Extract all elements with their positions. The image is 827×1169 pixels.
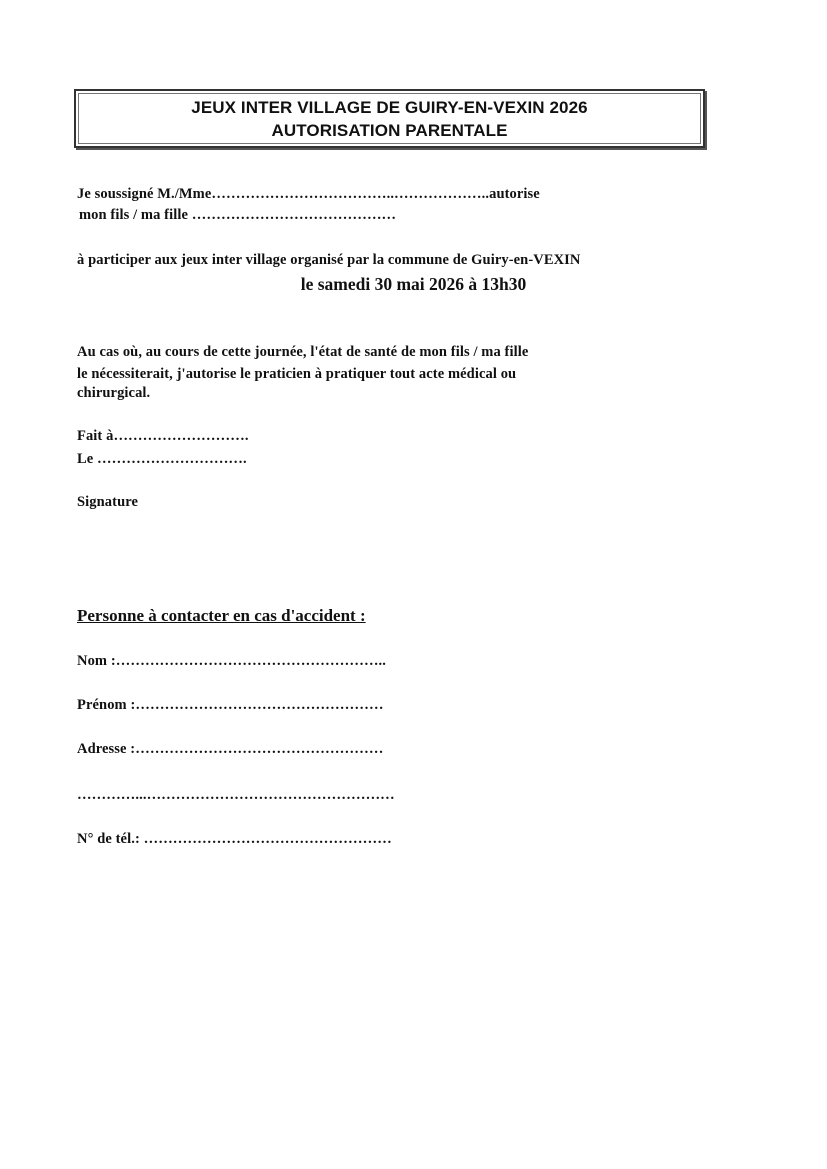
title-box xyxy=(74,89,705,148)
medical-line-1: Au cas où, au cours de cette journée, l'état de santé de mon fils / ma fille xyxy=(77,344,529,360)
signature-label: Signature xyxy=(77,494,139,510)
medical-line-3: chirurgical. xyxy=(77,385,151,401)
consent-parent-line: Je soussigné M./Mme………………………………..………………..autorise xyxy=(77,186,540,202)
event-date: le samedi 30 mai 2026 à 13h30 xyxy=(300,274,527,294)
fait-a-field: Fait à………………………. xyxy=(77,428,249,444)
contact-adresse-field: Adresse :…………………………………………… xyxy=(77,741,384,757)
contact-nom-field: Nom :……………………………………………….. xyxy=(77,653,387,669)
participation-line: à participer aux jeux inter village organisé par la commune de Guiry-en-VEXIN xyxy=(77,252,581,268)
contact-adresse-continuation: …………...…………………………………………… xyxy=(77,787,395,803)
contact-prenom-field: Prénom :…………………………………………… xyxy=(77,697,384,713)
document-title: JEUX INTER VILLAGE DE GUIRY-EN-VEXIN 2026 xyxy=(191,98,588,117)
document-subtitle: AUTORISATION PARENTALE xyxy=(271,121,508,140)
contact-tel-field: N° de tél.: …………………………………………… xyxy=(77,831,392,847)
contact-heading: Personne à contacter en cas d'accident : xyxy=(77,606,366,625)
consent-child-line: mon fils / ma fille …………………………………… xyxy=(79,207,397,223)
date-field: Le …………………………. xyxy=(77,451,247,467)
medical-line-2: le nécessiterait, j'autorise le praticien à pratiquer tout acte médical ou xyxy=(77,366,517,382)
